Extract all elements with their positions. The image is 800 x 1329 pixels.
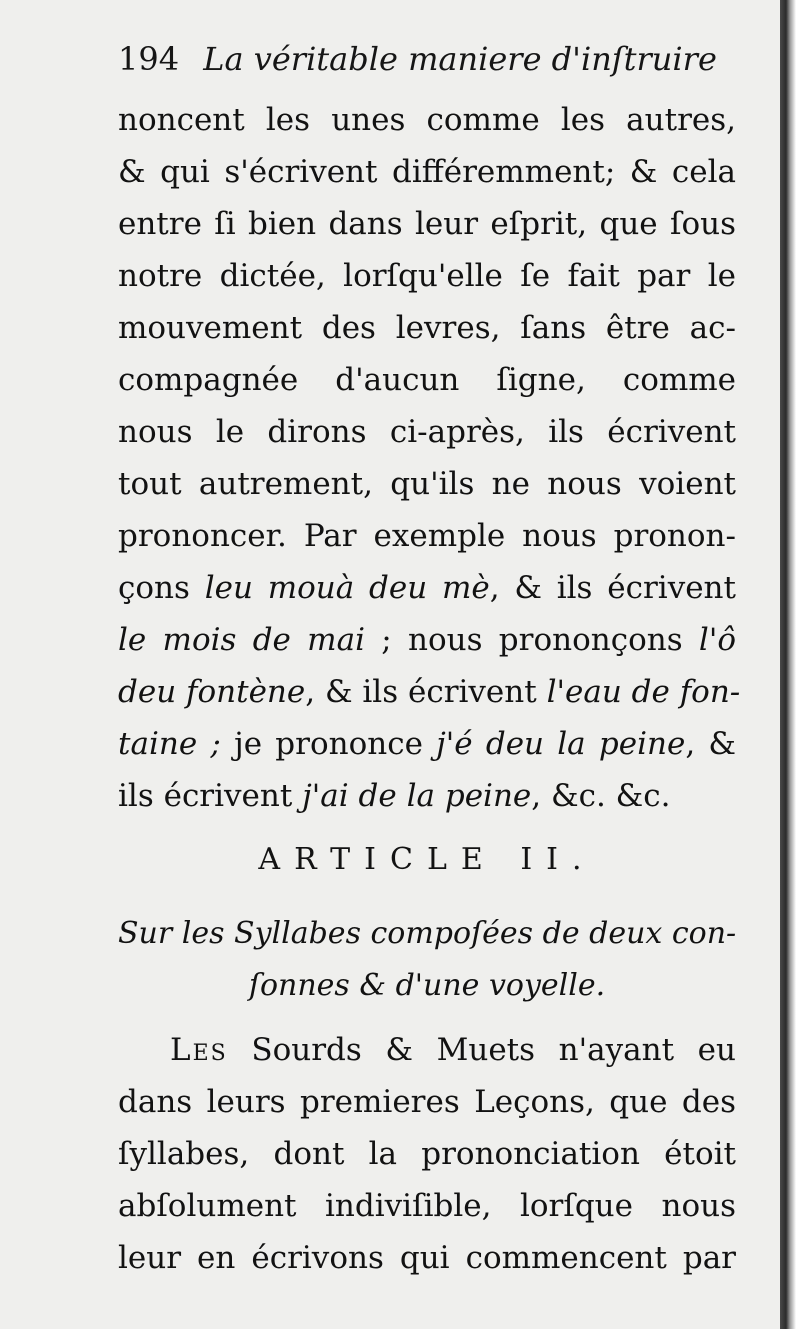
text-run: , &c. &c. [531,778,671,814]
text-run: Sourds & Muets n'ayant eu [227,1032,736,1068]
body-line-8: tout autrement, qu'ils ne nous voient [118,466,736,502]
page-number: 194 [118,40,180,78]
body-line-10 [118,568,736,608]
body-line-5: mouvement des levres, ſans être ac- [118,310,736,346]
article-heading: ARTICLE II. [258,842,596,877]
text-run: , & [685,726,736,762]
body-line-6: compagnée d'aucun ſigne, comme [118,362,736,398]
body-line-1: noncent les unes comme les autres, [118,102,736,138]
text-run: je prononce [220,726,437,762]
body-line-7: nous le dirons ci-après, ils écrivent [118,414,736,450]
text-run: çons [118,570,205,606]
paragraph-line-3: ſyllabes, dont la prononciation étoit [118,1136,736,1172]
phonetic-example: deu fontène [118,674,306,710]
body-line-3: entre ſi bien dans leur eſprit, que ſous [118,206,736,242]
lead-word: Les [170,1032,228,1068]
spelled-example: j'ai de la peine [302,778,532,814]
body-line-14 [118,776,736,816]
paragraph-line-5: leur en écrivons qui commencent par [118,1240,736,1276]
text-run: ; nous prononçons [364,622,699,658]
running-head [118,40,738,78]
running-title: La véritable maniere d'inſtruire [203,40,717,78]
body-line-12 [118,672,741,712]
spelled-example: le mois de mai [118,622,365,658]
article-subtitle-line-1: Sur les Syllabes compoſées de deux con- [118,916,737,951]
body-line-11 [118,620,736,660]
body-line-4: notre dictée, lorſqu'elle ſe fait par le [118,258,736,294]
article-subtitle-line-2: ſonnes & d'une voyelle. [248,968,606,1003]
text-run: , & ils écrivent [305,674,547,710]
paragraph-line-2: dans leurs premieres Leçons, que des [118,1084,736,1120]
book-gutter-edge [780,0,800,1329]
text-run: , & ils écrivent [489,570,736,606]
phonetic-example: j'é deu la peine [436,726,686,762]
paragraph-first-line [118,1030,736,1070]
paragraph-line-4: abſolument indiviſible, lorſque nous [118,1188,736,1224]
phonetic-example: leu mouà deu mè [204,570,490,606]
spelled-example: l'eau de fon- [546,674,741,710]
body-line-2: & qui s'écrivent différemment; & cela [118,154,736,190]
body-line-13 [118,724,736,764]
text-run: ils écrivent [118,778,303,814]
body-line-9: prononcer. Par exemple nous pronon- [118,518,736,554]
spelled-example: taine ; [118,726,221,762]
phonetic-example: l'ô [698,622,737,658]
